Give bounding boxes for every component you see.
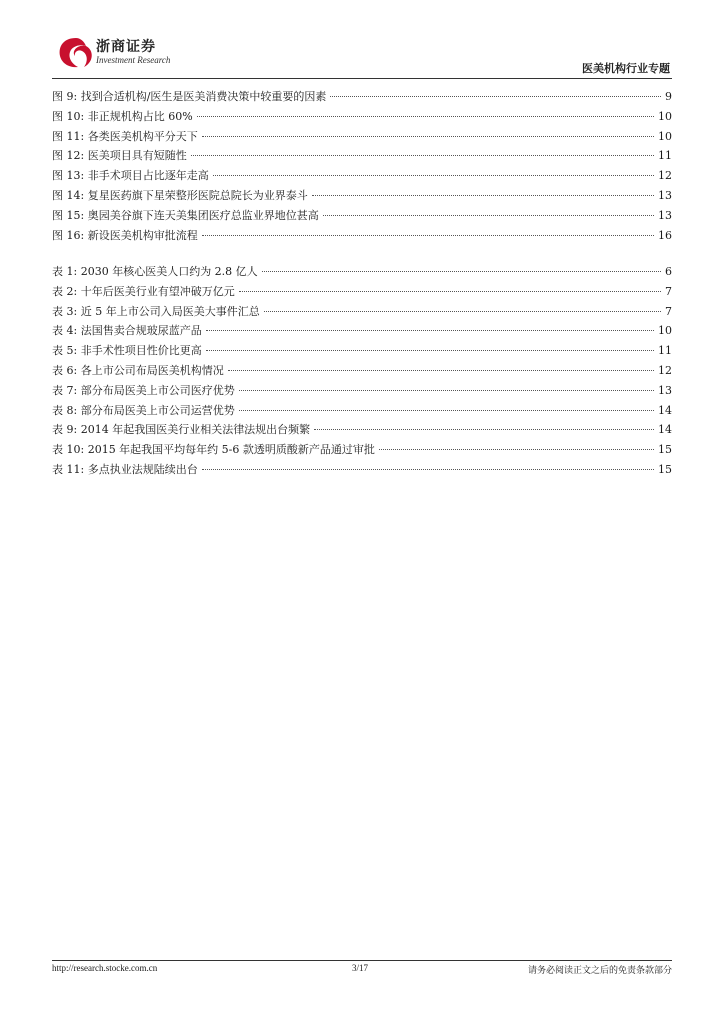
report-type: 医美机构行业专题 <box>582 62 670 75</box>
toc-entry-label: 图 9: 找到合适机构/医生是医美消费决策中较重要的因素 <box>52 90 327 103</box>
toc-entry-label: 图 11: 各类医美机构平分天下 <box>52 129 198 143</box>
toc-entry-page: 15 <box>658 443 672 457</box>
toc-entry-page: 11 <box>658 149 672 163</box>
toc-entry-label: 表 1: 2030 年核心医美人口约为 2.8 亿人 <box>52 265 258 278</box>
table-toc-entry[interactable] <box>52 302 672 322</box>
footer-divider <box>52 960 672 961</box>
toc-entry-label: 图 16: 新设医美机构审批流程 <box>52 228 198 242</box>
dot-leader <box>239 390 654 391</box>
table-toc-entry[interactable] <box>52 341 672 361</box>
toc-entry-label: 表 3: 近 5 年上市公司入局医美大事件汇总 <box>52 304 260 318</box>
toc-entry-label: 表 6: 各上市公司布局医美机构情况 <box>52 363 224 377</box>
toc-entry-page: 7 <box>665 304 672 318</box>
toc-entry-page: 13 <box>658 208 672 222</box>
table-toc-entry[interactable] <box>52 460 672 480</box>
toc-entry-page: 6 <box>665 265 672 278</box>
toc-entry-page: 10 <box>658 129 672 143</box>
dot-leader <box>202 469 654 470</box>
footer-url[interactable]: http://research.stocke.com.cn <box>52 963 158 973</box>
figure-toc-entry[interactable] <box>52 166 672 186</box>
figure-toc-entry[interactable] <box>52 146 672 166</box>
figure-toc-entry[interactable] <box>52 186 672 206</box>
toc-entry-label: 表 2: 十年后医美行业有望冲破万亿元 <box>52 284 235 298</box>
dot-leader <box>206 330 654 331</box>
toc-entry-page: 9 <box>665 90 672 103</box>
table-list <box>52 262 672 480</box>
toc-entry-page: 7 <box>665 284 672 298</box>
toc-entry-page: 12 <box>658 363 672 377</box>
toc-entry-page: 13 <box>658 188 672 202</box>
brand-name-en: Investment Research <box>96 55 171 65</box>
dot-leader <box>323 215 654 216</box>
toc-entry-label: 表 11: 多点执业法规陆续出台 <box>52 462 198 476</box>
figure-list <box>52 87 672 245</box>
table-toc-entry[interactable] <box>52 420 672 440</box>
page-footer <box>52 963 672 979</box>
dot-leader <box>191 155 654 156</box>
figure-toc-entry[interactable] <box>52 226 672 246</box>
dot-leader <box>330 96 661 97</box>
toc-entry-page: 15 <box>658 462 672 476</box>
toc-entry-page: 11 <box>658 344 672 358</box>
toc-entry-label: 表 4: 法国售卖合规玻尿蓝产品 <box>52 324 202 338</box>
dot-leader <box>379 449 654 450</box>
page-number: 3/17 <box>352 963 369 973</box>
dot-leader <box>197 116 654 117</box>
toc-entry-page: 12 <box>658 169 672 183</box>
stocke-logo-icon <box>56 36 96 70</box>
toc-entry-page: 16 <box>658 228 672 242</box>
toc-entry-page: 13 <box>658 383 672 397</box>
toc-entry-label: 表 8: 部分布局医美上市公司运营优势 <box>52 403 235 417</box>
toc-entry-page: 10 <box>658 324 672 338</box>
dot-leader <box>228 370 654 371</box>
dot-leader <box>239 410 654 411</box>
toc-entry-label: 图 12: 医美项目具有短随性 <box>52 149 187 163</box>
toc-entry-label: 图 13: 非手术项目占比逐年走高 <box>52 169 209 183</box>
toc-entry-page: 14 <box>658 423 672 437</box>
toc-entry-label: 图 14: 复星医药旗下星荣整形医院总院长为业界泰斗 <box>52 188 308 202</box>
table-toc-entry[interactable] <box>52 381 672 401</box>
toc-entry-label: 表 7: 部分布局医美上市公司医疗优势 <box>52 383 235 397</box>
dot-leader <box>239 291 661 292</box>
dot-leader <box>264 311 661 312</box>
figure-toc-entry[interactable] <box>52 107 672 127</box>
brand-name-cn: 浙商证券 <box>96 39 156 55</box>
figure-toc-entry[interactable] <box>52 87 672 107</box>
table-toc-entry[interactable] <box>52 440 672 460</box>
dot-leader <box>213 175 654 176</box>
page-header <box>52 34 672 78</box>
dot-leader <box>312 195 654 196</box>
figure-toc-entry[interactable] <box>52 206 672 226</box>
dot-leader <box>262 271 661 272</box>
figure-toc-entry[interactable] <box>52 127 672 147</box>
toc-entry-label: 表 9: 2014 年起我国医美行业相关法律法规出台频繁 <box>52 423 311 437</box>
toc-entry-page: 10 <box>658 109 672 123</box>
toc-entry-page: 14 <box>658 403 672 417</box>
table-toc-entry[interactable] <box>52 361 672 381</box>
toc-entry-label: 表 10: 2015 年起我国平均每年约 5-6 款透明质酸新产品通过审批 <box>52 443 375 457</box>
table-toc-entry[interactable] <box>52 262 672 282</box>
footer-disclaimer: 请务必阅读正文之后的免责条款部分 <box>527 966 672 976</box>
dot-leader <box>314 429 654 430</box>
toc-entry-label: 图 15: 奥园美谷旗下连天美集团医疗总监业界地位甚高 <box>52 208 319 222</box>
dot-leader <box>202 235 654 236</box>
table-toc-entry[interactable] <box>52 282 672 302</box>
header-divider <box>52 78 672 79</box>
brand <box>96 39 170 66</box>
table-toc-entry[interactable] <box>52 321 672 341</box>
toc-entry-label: 图 10: 非正规机构占比 60% <box>52 109 193 123</box>
table-toc-entry[interactable] <box>52 401 672 421</box>
dot-leader <box>202 136 654 137</box>
dot-leader <box>206 350 654 351</box>
toc-entry-label: 表 5: 非手术性项目性价比更高 <box>52 344 202 358</box>
